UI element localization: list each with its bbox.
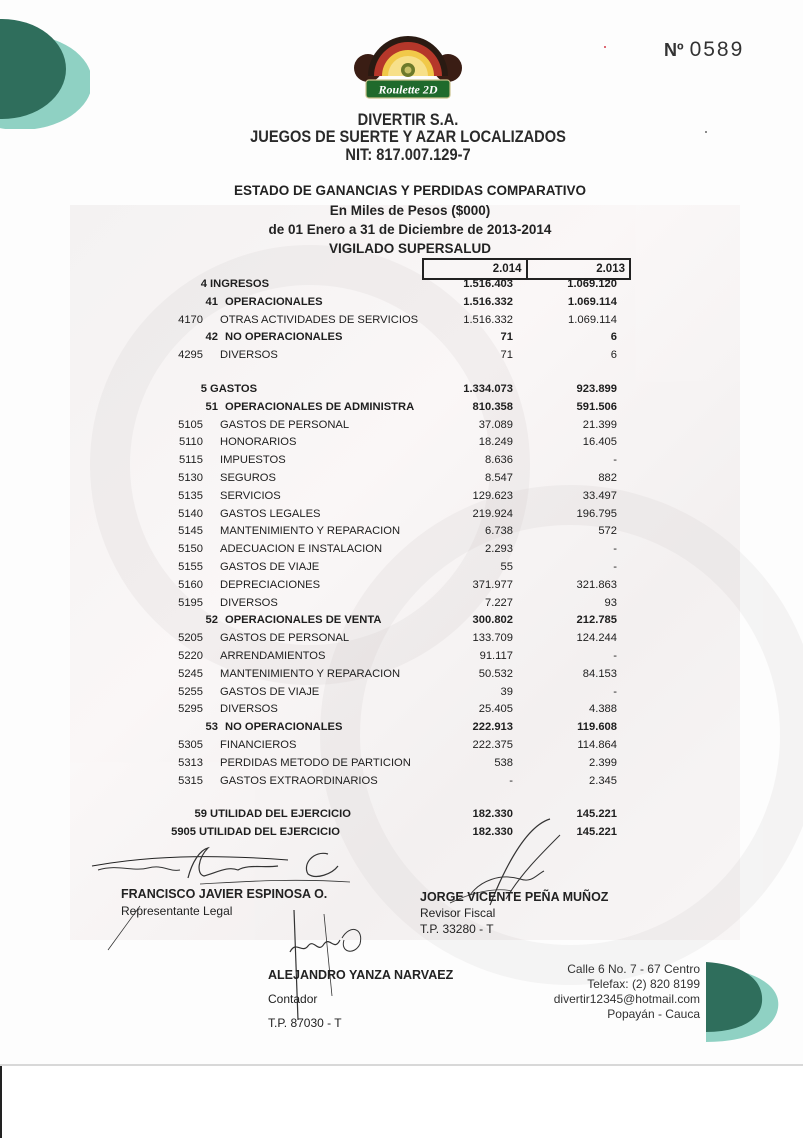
table-row [160, 630, 630, 648]
account-label: DIVERSOS [220, 349, 278, 362]
value-2014: 8.547 [485, 471, 513, 484]
value-2014: 222.913 [472, 721, 513, 734]
value-2014: 50.532 [478, 667, 513, 680]
value-2013: - [613, 560, 617, 573]
account-label: NO OPERACIONALES [225, 721, 343, 734]
accountant-role: Contador [268, 992, 318, 1006]
value-2013: 6 [610, 349, 617, 362]
value-2014: 1.516.403 [463, 278, 513, 290]
table-row [160, 648, 630, 666]
serial-number [664, 38, 744, 62]
value-2014: 219.924 [472, 507, 513, 520]
decorative-ellipse-top-left [0, 14, 90, 129]
accountant-name: ALEJANDRO YANZA NARVAEZ [268, 968, 454, 982]
value-2013: 923.899 [576, 382, 617, 395]
value-2013: 196.795 [576, 507, 617, 520]
account-label: UTILIDAD DEL EJERCICIO [210, 808, 351, 821]
account-code: 41 [205, 295, 218, 308]
value-2014: 300.802 [472, 614, 513, 627]
value-2013: 591.506 [576, 400, 617, 413]
account-code: 5305 [178, 738, 203, 751]
value-2014: 37.089 [478, 418, 513, 431]
column-header-2013: 2.013 [596, 263, 625, 275]
table-row [160, 523, 630, 541]
account-label: OTRAS ACTIVIDADES DE SERVICIOS [220, 313, 419, 326]
account-label: IMPUESTOS [220, 454, 286, 467]
table-row [160, 452, 630, 470]
value-2014: 55 [500, 560, 513, 573]
row-spacer [160, 790, 630, 806]
table-row [160, 417, 630, 435]
company-tagline: JUEGOS DE SUERTE Y AZAR LOCALIZADOS [250, 127, 566, 146]
scan-speck [705, 131, 707, 133]
value-2014: 1.516.332 [463, 295, 513, 308]
account-label: GASTOS [210, 382, 258, 395]
footer-email: divertir12345@hotmail.com [553, 992, 700, 1006]
statement-table [160, 276, 630, 842]
value-2013: - [613, 454, 617, 467]
account-code: 5110 [178, 436, 203, 449]
value-2014: 71 [500, 349, 513, 362]
scan-edge [0, 1066, 2, 1138]
account-label: OPERACIONALES DE VENTA [225, 614, 382, 627]
value-2014: 1.516.332 [463, 313, 513, 326]
value-2013: 21.399 [582, 418, 617, 431]
account-code: 5130 [178, 471, 203, 484]
value-2014: 133.709 [472, 632, 513, 645]
table-row [160, 666, 630, 684]
footer-address: Calle 6 No. 7 - 67 Centro [567, 962, 700, 976]
accountant-tp: T.P. 87030 - T [268, 1016, 342, 1030]
account-label: OPERACIONALES DE ADMINISTRA [225, 400, 415, 413]
account-code: 52 [205, 614, 218, 627]
account-label: GASTOS DE PERSONAL [220, 632, 350, 645]
table-row [160, 381, 630, 399]
account-label: ADECUACION E INSTALACION [220, 543, 383, 556]
account-label: GASTOS DE PERSONAL [220, 418, 350, 431]
account-label: GASTOS LEGALES [220, 507, 321, 520]
legal-rep-role: Representante Legal [121, 904, 233, 918]
account-code: 5150 [178, 543, 203, 556]
table-row [160, 488, 630, 506]
value-2014: 129.623 [472, 489, 513, 502]
table-row [160, 506, 630, 524]
account-code: 5105 [178, 418, 203, 431]
table-row [160, 399, 630, 417]
table-row [160, 719, 630, 737]
account-code: 5205 [178, 632, 203, 645]
value-2014: 25.405 [478, 703, 513, 716]
footer-phone: Telefax: (2) 820 8199 [587, 977, 700, 991]
account-code: 5145 [178, 525, 203, 538]
table-row [160, 577, 630, 595]
value-2014: 222.375 [472, 738, 513, 751]
value-2014: 371.977 [472, 578, 513, 591]
account-code: 5255 [178, 685, 203, 698]
account-code: 5135 [178, 489, 203, 502]
value-2013: 33.497 [582, 489, 617, 502]
statement-supervisor: VIGILADO SUPERSALUD [328, 241, 491, 256]
value-2013: 114.864 [577, 738, 617, 751]
account-label: DIVERSOS [220, 596, 278, 609]
value-2013: 6 [610, 331, 617, 344]
serial-prefix: Nº [664, 40, 684, 60]
logo-text: Roulette 2D [378, 82, 438, 97]
value-2013: 84.153 [582, 667, 617, 680]
table-row [160, 773, 630, 791]
footer-address-block [540, 962, 700, 1022]
account-code: 51 [205, 400, 218, 413]
fiscal-role: Revisor Fiscal [420, 906, 496, 920]
value-2013: 321.863 [576, 578, 617, 591]
statement-title: ESTADO DE GANANCIAS Y PERDIDAS COMPARATIVO [233, 183, 587, 198]
value-2013: - [613, 649, 617, 662]
value-2014: - [509, 774, 513, 787]
value-2013: 1.069.114 [568, 313, 617, 326]
table-row [160, 559, 630, 577]
value-2013: 212.785 [576, 614, 617, 627]
value-2013: 16.405 [582, 436, 617, 449]
account-code: 5905 [171, 826, 196, 839]
serial-value: 0589 [689, 38, 745, 61]
account-label: MANTENIMIENTO Y REPARACION [220, 667, 401, 680]
account-label: INGRESOS [210, 278, 270, 290]
table-row [160, 276, 630, 294]
footer-city: Popayán - Cauca [607, 1007, 700, 1021]
table-row [160, 755, 630, 773]
account-label: FINANCIEROS [220, 738, 297, 751]
legal-rep-name: FRANCISCO JAVIER ESPINOSA O. [121, 887, 328, 901]
account-label: DIVERSOS [220, 703, 278, 716]
value-2013: 124.244 [576, 632, 617, 645]
account-code: 5295 [178, 703, 203, 716]
value-2014: 182.330 [472, 808, 513, 821]
account-label: SEGUROS [220, 471, 276, 484]
account-code: 4170 [178, 313, 203, 326]
fiscal-tp: T.P. 33280 - T [420, 922, 494, 936]
value-2013: 119.608 [577, 721, 617, 734]
table-row [160, 294, 630, 312]
account-label: GASTOS DE VIAJE [220, 560, 320, 573]
value-2013: 1.069.120 [567, 278, 617, 290]
account-code: 5195 [178, 596, 203, 609]
roulette-logo [352, 30, 464, 102]
account-label: HONORARIOS [220, 436, 297, 449]
decorative-ellipse-bottom-right [706, 962, 786, 1042]
value-2013: - [613, 543, 617, 556]
table-row [160, 434, 630, 452]
account-label: PERDIDAS METODO DE PARTICION [220, 756, 411, 769]
statement-period: de 01 Enero a 31 de Diciembre de 2013-2014 [268, 222, 552, 237]
account-code: 4295 [178, 349, 203, 362]
account-code: 5160 [178, 578, 203, 591]
account-code: 59 [194, 808, 207, 821]
account-label: NO OPERACIONALES [225, 331, 343, 344]
account-code: 5140 [178, 507, 203, 520]
value-2014: 91.117 [479, 649, 513, 662]
value-2014: 538 [494, 756, 513, 769]
account-label: GASTOS DE VIAJE [220, 685, 320, 698]
account-label: DEPRECIACIONES [220, 578, 321, 591]
value-2014: 182.330 [472, 826, 513, 839]
table-row [160, 347, 630, 365]
table-row [160, 470, 630, 488]
account-code: 5245 [178, 667, 203, 680]
account-code: 5315 [178, 774, 203, 787]
scan-speck [604, 46, 606, 48]
row-spacer [160, 365, 630, 381]
signature-accountant [280, 900, 380, 1030]
account-code: 5313 [178, 756, 203, 769]
value-2014: 1.334.073 [463, 382, 513, 395]
table-row [160, 612, 630, 630]
account-code: 53 [205, 721, 218, 734]
account-code: 42 [205, 331, 218, 344]
value-2013: 572 [598, 525, 617, 538]
value-2014: 2.293 [485, 543, 513, 556]
table-row [160, 329, 630, 347]
table-row [160, 684, 630, 702]
account-code: 4 [200, 278, 207, 290]
value-2014: 8.636 [485, 454, 513, 467]
scan-margin [0, 1064, 803, 1138]
table-row [160, 595, 630, 613]
value-2013: - [613, 685, 617, 698]
account-label: UTILIDAD DEL EJERCICIO [199, 826, 340, 839]
value-2014: 18.249 [478, 436, 513, 449]
value-2013: 145.221 [576, 826, 617, 839]
company-name: DIVERTIR S.A. [357, 110, 459, 129]
account-code: 5115 [178, 454, 203, 467]
table-row [160, 541, 630, 559]
value-2013: 1.069.114 [567, 295, 617, 308]
value-2014: 71 [500, 331, 513, 344]
account-code: 5220 [178, 649, 203, 662]
value-2014: 6.738 [485, 525, 513, 538]
value-2013: 4.388 [589, 703, 617, 716]
company-nit: NIT: 817.007.129-7 [345, 145, 471, 164]
statement-units: En Miles de Pesos ($000) [329, 203, 491, 218]
value-2014: 7.227 [485, 596, 513, 609]
column-header-2014: 2.014 [424, 260, 528, 278]
value-2013: 2.345 [589, 774, 617, 787]
value-2014: 810.358 [472, 400, 513, 413]
value-2013: 882 [598, 471, 617, 484]
account-label: ARRENDAMIENTOS [220, 649, 326, 662]
account-label: OPERACIONALES [225, 295, 323, 308]
account-label: MANTENIMIENTO Y REPARACION [220, 525, 401, 538]
fiscal-name: JORGE VICENTE PEÑA MUÑOZ [420, 890, 609, 904]
table-row [160, 737, 630, 755]
account-label: SERVICIOS [220, 489, 281, 502]
value-2013: 2.399 [589, 756, 617, 769]
table-row [160, 312, 630, 330]
value-2013: 145.221 [576, 808, 617, 821]
account-code: 5 [200, 382, 207, 395]
value-2014: 39 [500, 685, 513, 698]
value-2013: 93 [604, 596, 617, 609]
account-code: 5155 [178, 560, 203, 573]
account-label: GASTOS EXTRAORDINARIOS [220, 774, 378, 787]
table-row [160, 701, 630, 719]
